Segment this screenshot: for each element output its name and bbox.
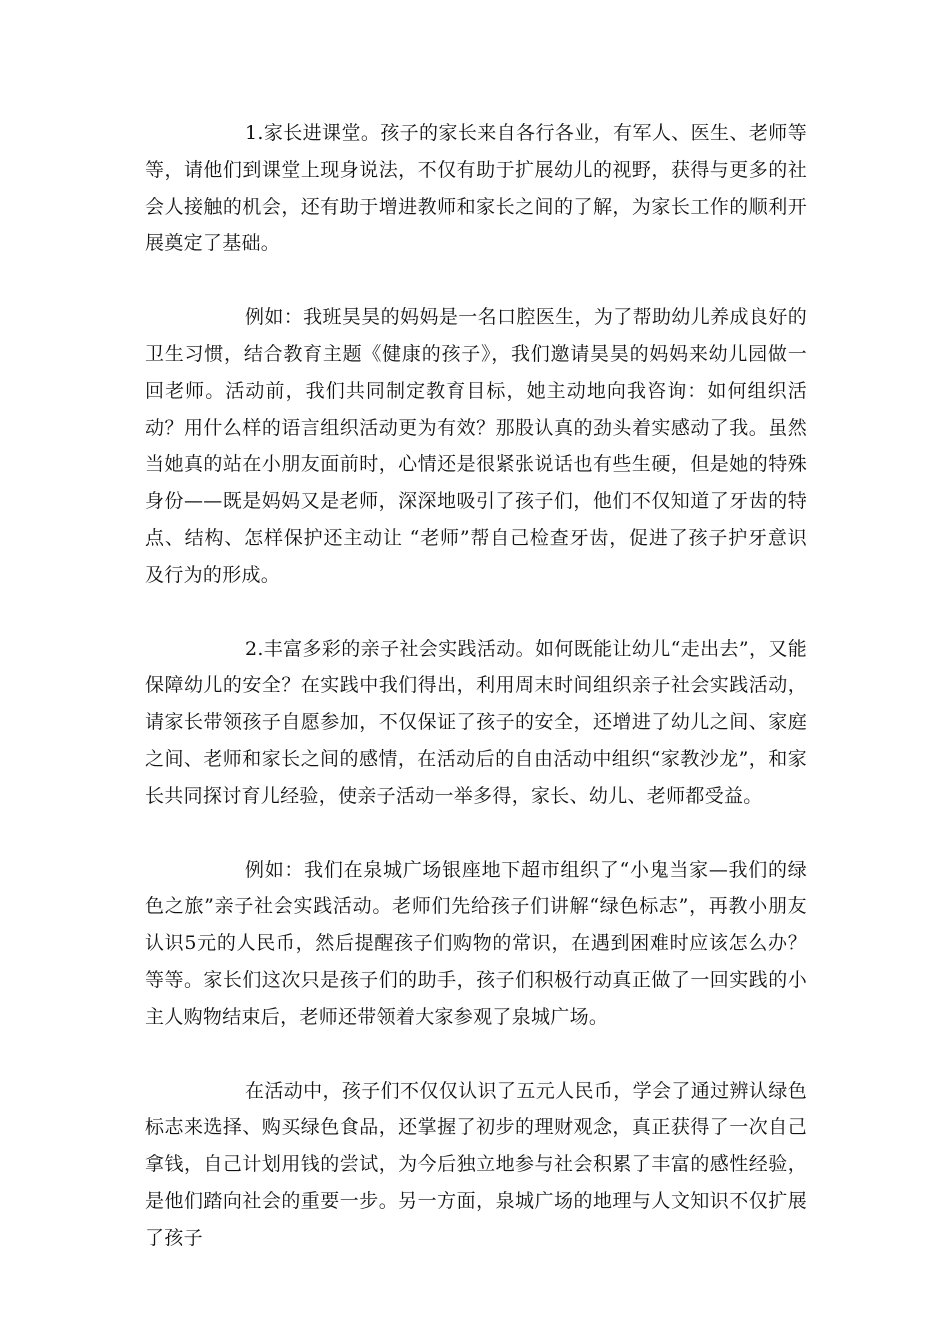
paragraph-example-supermarket: 例如：我们在泉城广场银座地下超市组织了“小鬼当家—我们的绿色之旅”亲子社会实践活动。老师们先给孩子们讲解“绿色标志”，再教小朋友认识5元的人民币，然后提醒孩子们购物的常识，在遇到困难时应该怎么办？等等。家长们这次只是孩子们的助手，孩子们积极行动真正做了一回实践的小主人购物结束后，老师还带领着大家参观了泉城广场。	[145, 858, 807, 1028]
paragraph-example-dentist: 例如：我班昊昊的妈妈是一名口腔医生，为了帮助幼儿养成良好的卫生习惯，结合教育主题《健康的孩子》，我们邀请昊昊的妈妈来幼儿园做一回老师。活动前，我们共同制定教育目标，她主动地向我咨询：如何组织活动？用什么样的语言组织活动更为有效？那股认真的劲头着实感动了我。虽然当她真的站在小朋友面前时，心情还是很紧张说话也有些生硬，但是她的特殊身份——既是妈妈又是老师，深深地吸引了孩子们，他们不仅知道了牙齿的特点、结构、怎样保护还主动让 “老师”帮自己检查牙齿，促进了孩子护牙意识及行为的形成。	[145, 306, 807, 586]
paragraph-parents-in-class: 1.家长进课堂。孩子的家长来自各行各业，有军人、医生、老师等等，请他们到课堂上现身说法，不仅有助于扩展幼儿的视野，获得与更多的社会人接触的机会，还有助于增进教师和家长之间的了解，为家长工作的顺利开展奠定了基础。	[145, 122, 807, 255]
paragraph-parent-child-activities: 2.丰富多彩的亲子社会实践活动。如何既能让幼儿“走出去”，又能保障幼儿的安全？在实践中我们得出，利用周末时间组织亲子社会实践活动，请家长带领孩子自愿参加，不仅保证了孩子的安全，还增进了幼儿之间、家庭之间、老师和家长之间的感情，在活动后的自由活动中组织“家教沙龙”，和家长共同探讨育儿经验，使亲子活动一举多得，家长、幼儿、老师都受益。	[145, 637, 807, 807]
paragraph-activity-outcome: 在活动中，孩子们不仅仅认识了五元人民币，学会了通过辨认绿色标志来选择、购买绿色食品，还掌握了初步的理财观念，真正获得了一次自己拿钱，自己计划用钱的尝试，为今后独立地参与社会积累了丰富的感性经验，是他们踏向社会的重要一步。另一方面，泉城广场的地理与人文知识不仅扩展了孩子	[145, 1079, 807, 1249]
document-body	[145, 115, 807, 1257]
